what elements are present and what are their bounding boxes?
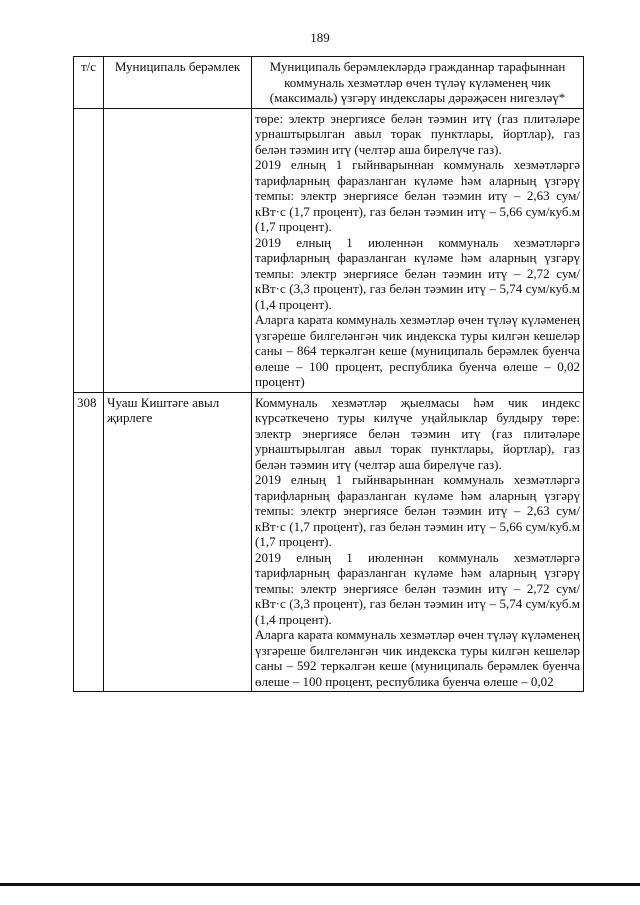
description-paragraph: Аларга карата коммуналь хезмәтләр өчен түләү күләменең үзгәреше билгеләнгән чик индекска туры килгән кешеләр саны – 592 теркәлгән кеше (муниципаль берәмлек буенча өлеше – 100 процент, республика буенча өлеше – 0,02: [255, 627, 580, 689]
description-paragraph: 2019 елның 1 гыйнварыннан коммуналь хезмәтләргә тарифларның фаразланган күләме һәм аларның үзгәрү темпы: электр энергиясе белән тәэмин итү – 2,63 сум/кВт·с (1,7 процент), газ белән тәэмин итү – 5,66 сум/куб.м (1,7 процент).: [255, 472, 580, 549]
row-municipality: Чуаш Киштәге авыл җирлеге: [104, 392, 252, 692]
row-description: [252, 392, 584, 692]
table-header-row: [74, 57, 584, 109]
description-paragraph: Коммуналь хезмәтләр җыелмасы һәм чик индекс күрсәткечено туры килүче уңайлыклар булдыру төре: электр энергиясе белән тәэмин итү (газ плитәләре урнаштырылган авыл торак пунктлары, йортлар), газ белән тәэмин итү (челтәр аша бирелүче газ).: [255, 394, 580, 472]
description-paragraph: 2019 елның 1 июленнән коммуналь хезмәтләргә тарифларның фаразланган күләме һәм аларның үзгәрү темпы: электр энергиясе белән тәэмин итү – 2,72 сум/кВт·с (3,3 процент), газ белән тәэмин итү – 5,74 сум/куб.м (1,4 процент).: [255, 234, 580, 312]
page-number: 189: [310, 30, 330, 45]
header-municipality: Муниципаль берәмлек: [104, 57, 252, 109]
scan-bottom-border: [0, 883, 640, 886]
row-description: [252, 108, 584, 392]
description-paragraph: 2019 елның 1 июленнән коммуналь хезмәтләргә тарифларның фаразланган күләме һәм аларның үзгәрү темпы: электр энергиясе белән тәэмин итү – 2,72 сум/кВт·с (3,3 процент), газ белән тәэмин итү – 5,74 сум/куб.м (1,4 процент).: [255, 549, 580, 627]
table-row: [74, 392, 584, 692]
row-municipality: [104, 108, 252, 392]
table-row: [74, 108, 584, 392]
header-description: Муниципаль берәмлекләрдә гражданнар тарафыннан коммуналь хезмәтләр өчен түләү күләменең чик (максималь) үзгәрү индекслары дәрәҗәсен нигезләү*: [252, 57, 584, 109]
row-number: 308: [74, 392, 104, 692]
description-paragraph: Аларга карата коммуналь хезмәтләр өчен түләү күләменең үзгәреше билгеләнгән чик индекска туры килгән кешеләр саны – 864 теркәлгән кеше (муниципаль берәмлек буенча өлеше – 100 процент, республика буенча өлеше – 0,02 процент): [255, 312, 580, 389]
row-number: [74, 108, 104, 392]
description-paragraph: 2019 елның 1 гыйнварыннан коммуналь хезмәтләргә тарифларның фаразланган күләме һәм аларның үзгәрү темпы: электр энергиясе белән тәэмин итү – 2,63 сум/кВт·с (1,7 процент), газ белән тәэмин итү – 5,66 сум/куб.м (1,7 процент).: [255, 157, 580, 234]
municipal-index-table: [73, 56, 584, 692]
header-number: т/с: [74, 57, 104, 109]
description-paragraph: төре: электр энергиясе белән тәэмин итү (газ плитәләре урнаштырылган авыл торак пунктлары, йортлар), газ белән тәэмин итү (челтәр аша бирелүче газ).: [255, 110, 580, 157]
